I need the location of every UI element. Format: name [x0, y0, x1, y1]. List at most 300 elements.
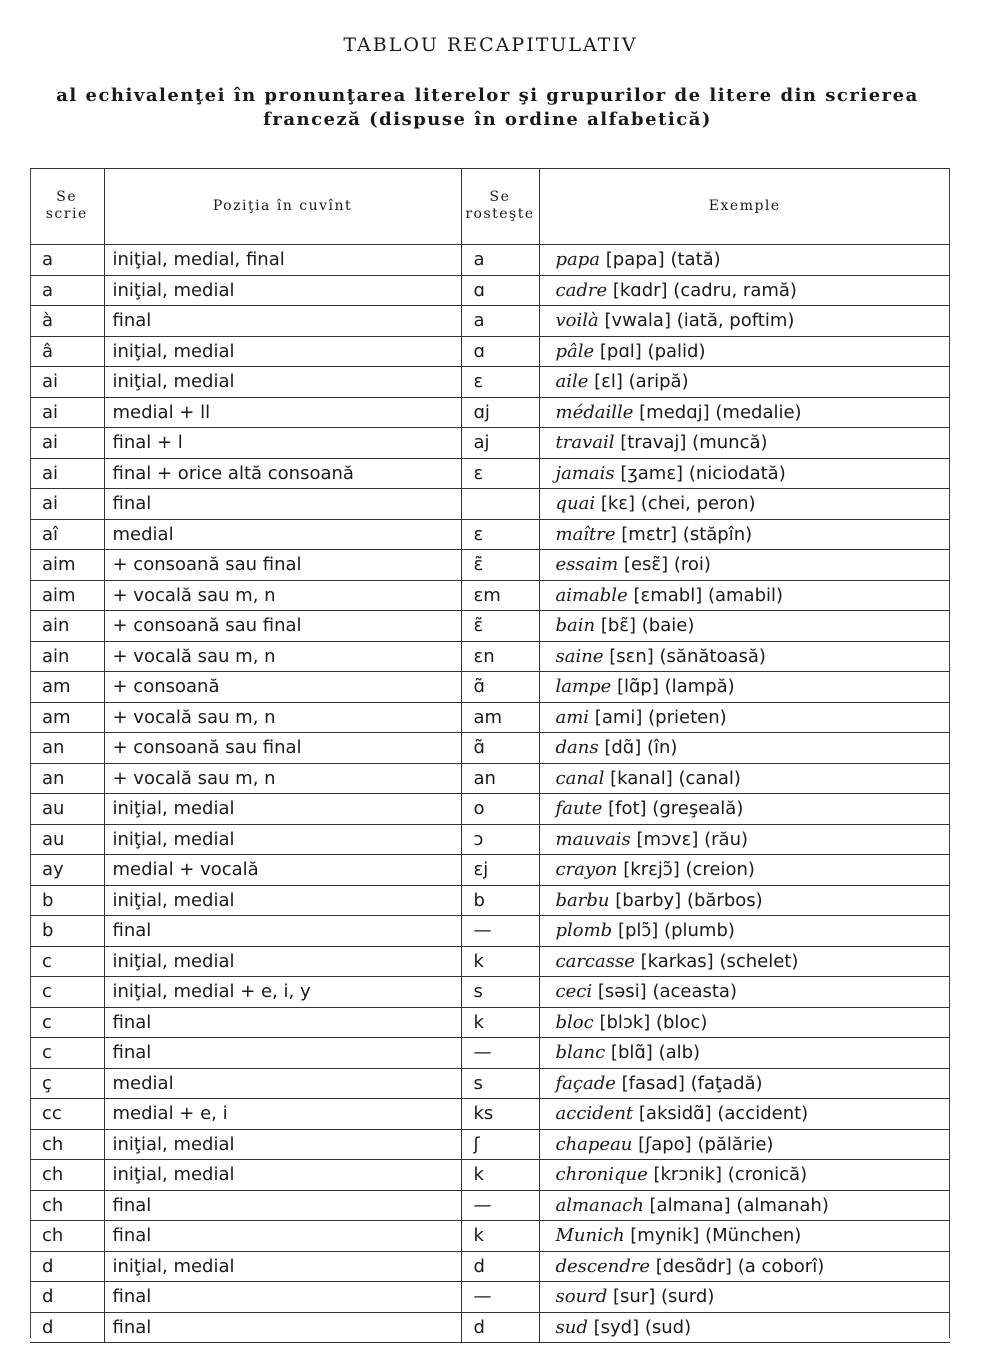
cell-example: [539, 580, 950, 611]
page-subtitle: [20, 84, 955, 132]
example-word: mauvais: [555, 828, 631, 850]
cell-written: au: [30, 794, 104, 825]
example-pronunciation: [kanal]: [610, 767, 673, 789]
example-pronunciation: [fasad]: [621, 1072, 685, 1094]
table-row: [30, 458, 950, 489]
table-row: [30, 1099, 950, 1130]
table-body: [30, 245, 950, 1343]
example-word: chronique: [555, 1164, 648, 1186]
example-word: dans: [555, 737, 599, 759]
example-meaning: (pălărie): [697, 1133, 774, 1155]
cell-position: medial + vocală: [104, 855, 461, 886]
cell-position: medial: [104, 1068, 461, 1099]
cell-position: medial: [104, 519, 461, 550]
cell-pronounced: k: [461, 1007, 539, 1038]
page-title: TABLOU RECAPITULATIV: [343, 34, 638, 56]
table-row: [30, 794, 950, 825]
cell-example: [539, 1221, 950, 1252]
subtitle-line-1: al echivalenţei în pronunţarea literelor şi grupurilor de litere din scrierea: [56, 85, 919, 106]
example-pronunciation: [ʒamɛ]: [620, 462, 684, 484]
table-row: [30, 977, 950, 1008]
example-pronunciation: [desɑ̃dr]: [655, 1255, 732, 1277]
example-word: cadre: [555, 279, 608, 301]
cell-written: â: [30, 336, 104, 367]
cell-written: ch: [30, 1190, 104, 1221]
example-word: ceci: [555, 981, 593, 1003]
table-row: [30, 428, 950, 459]
example-pronunciation: [ɛmabl]: [633, 584, 703, 606]
cell-pronounced: ks: [461, 1099, 539, 1130]
cell-position: iniţial, medial: [104, 824, 461, 855]
cell-pronounced: —: [461, 1038, 539, 1069]
cell-pronounced: s: [461, 1068, 539, 1099]
cell-position: final: [104, 1038, 461, 1069]
cell-written: aî: [30, 519, 104, 550]
example-meaning: (cadru, ramă): [673, 279, 797, 301]
table-row: [30, 611, 950, 642]
cell-pronounced: ɑ̃: [461, 733, 539, 764]
example-word: carcasse: [555, 950, 635, 972]
header-pronounced: [461, 168, 539, 245]
example-word: crayon: [555, 859, 618, 881]
cell-pronounced: s: [461, 977, 539, 1008]
example-word: pâle: [555, 340, 595, 362]
example-meaning: (medalie): [715, 401, 802, 423]
cell-written: ch: [30, 1129, 104, 1160]
cell-example: [539, 336, 950, 367]
table-row: [30, 519, 950, 550]
example-meaning: (palid): [647, 340, 706, 362]
table-row: [30, 1251, 950, 1282]
cell-written: a: [30, 245, 104, 276]
example-word: sourd: [555, 1286, 608, 1308]
example-pronunciation: [medɑj]: [639, 401, 710, 423]
cell-pronounced: ɛ̃: [461, 550, 539, 581]
cell-position: final + orice altă consoană: [104, 458, 461, 489]
cell-position: final: [104, 1007, 461, 1038]
table-row: [30, 489, 950, 520]
example-meaning: (München): [705, 1225, 802, 1247]
cell-position: iniţial, medial: [104, 336, 461, 367]
table-row: [30, 1129, 950, 1160]
cell-position: final: [104, 489, 461, 520]
example-pronunciation: [mɛtr]: [621, 523, 678, 545]
cell-position: medial + e, i: [104, 1099, 461, 1130]
cell-position: + consoană: [104, 672, 461, 703]
example-word: barbu: [555, 889, 610, 911]
cell-example: [539, 916, 950, 947]
cell-position: iniţial, medial: [104, 367, 461, 398]
cell-example: [539, 519, 950, 550]
example-pronunciation: [papa]: [605, 249, 665, 271]
example-word: accident: [555, 1103, 634, 1125]
table-row: [30, 763, 950, 794]
cell-position: final + l: [104, 428, 461, 459]
cell-position: + consoană sau final: [104, 733, 461, 764]
cell-pronounced: b: [461, 885, 539, 916]
example-meaning: (creion): [685, 859, 755, 881]
cell-example: [539, 702, 950, 733]
cell-written: ai: [30, 489, 104, 520]
cell-pronounced: ɛ: [461, 367, 539, 398]
table-row: [30, 397, 950, 428]
example-meaning: (aripă): [628, 371, 689, 393]
cell-position: iniţial, medial + e, i, y: [104, 977, 461, 1008]
cell-position: iniţial, medial: [104, 1129, 461, 1160]
example-meaning: (prieten): [648, 706, 727, 728]
example-meaning: (bloc): [655, 1011, 708, 1033]
cell-example: [539, 245, 950, 276]
cell-position: iniţial, medial: [104, 1251, 461, 1282]
example-meaning: (alb): [658, 1042, 701, 1064]
cell-written: c: [30, 977, 104, 1008]
example-meaning: (surd): [661, 1286, 715, 1308]
example-pronunciation: [krɛjɔ̃]: [623, 859, 680, 881]
example-meaning: (canal): [678, 767, 741, 789]
example-word: Munich: [555, 1225, 625, 1247]
cell-written: b: [30, 916, 104, 947]
cell-example: [539, 672, 950, 703]
table-row: [30, 1221, 950, 1252]
cell-written: am: [30, 672, 104, 703]
table-row: [30, 1312, 950, 1343]
cell-position: final: [104, 1312, 461, 1343]
cell-position: + consoană sau final: [104, 550, 461, 581]
cell-example: [539, 275, 950, 306]
example-pronunciation: [ɛl]: [594, 371, 623, 393]
cell-pronounced: o: [461, 794, 539, 825]
cell-written: au: [30, 824, 104, 855]
cell-written: ai: [30, 397, 104, 428]
example-meaning: (almanah): [736, 1194, 829, 1216]
cell-pronounced: a: [461, 306, 539, 337]
example-word: travail: [555, 432, 615, 454]
table-row: [30, 1190, 950, 1221]
cell-written: à: [30, 306, 104, 337]
example-word: canal: [555, 767, 605, 789]
table-row: [30, 916, 950, 947]
cell-written: ai: [30, 458, 104, 489]
example-word: bloc: [555, 1011, 594, 1033]
example-pronunciation: [kɛ]: [600, 493, 636, 515]
example-word: papa: [555, 249, 601, 271]
cell-written: ay: [30, 855, 104, 886]
example-word: voilà: [555, 310, 599, 332]
header-position: Poziţia în cuvînt: [104, 168, 461, 245]
table-row: [30, 1068, 950, 1099]
table-row: [30, 550, 950, 581]
cell-written: ain: [30, 641, 104, 672]
cell-pronounced: aj: [461, 428, 539, 459]
example-meaning: (greşeală): [652, 798, 744, 820]
cell-pronounced: ʃ: [461, 1129, 539, 1160]
cell-example: [539, 855, 950, 886]
cell-written: c: [30, 1007, 104, 1038]
example-meaning: (iată, poftim): [676, 310, 795, 332]
example-meaning: (în): [646, 737, 678, 759]
cell-example: [539, 489, 950, 520]
cell-written: ai: [30, 428, 104, 459]
table-row: [30, 306, 950, 337]
cell-example: [539, 885, 950, 916]
cell-example: [539, 1007, 950, 1038]
cell-written: d: [30, 1312, 104, 1343]
example-word: plomb: [555, 920, 613, 942]
cell-position: + vocală sau m, n: [104, 702, 461, 733]
cell-position: iniţial, medial: [104, 275, 461, 306]
cell-pronounced: d: [461, 1312, 539, 1343]
cell-written: an: [30, 763, 104, 794]
example-word: ami: [555, 706, 590, 728]
cell-example: [539, 977, 950, 1008]
table-row: [30, 245, 950, 276]
example-word: maître: [555, 523, 616, 545]
cell-position: + vocală sau m, n: [104, 641, 461, 672]
cell-pronounced: k: [461, 1160, 539, 1191]
table-row: [30, 672, 950, 703]
example-word: faute: [555, 798, 603, 820]
example-meaning: (faţadă): [690, 1072, 763, 1094]
cell-pronounced: ɔ: [461, 824, 539, 855]
example-word: sud: [555, 1316, 588, 1338]
example-word: lampe: [555, 676, 612, 698]
example-meaning: (baie): [641, 615, 695, 637]
example-pronunciation: [lɑ̃p]: [616, 676, 659, 698]
example-pronunciation: [fot]: [608, 798, 647, 820]
example-pronunciation: [ami]: [594, 706, 643, 728]
table-row: [30, 855, 950, 886]
example-meaning: (accident): [717, 1103, 809, 1125]
example-pronunciation: [pɑl]: [599, 340, 642, 362]
cell-example: [539, 1251, 950, 1282]
cell-example: [539, 794, 950, 825]
cell-example: [539, 428, 950, 459]
cell-pronounced: ɑ̃: [461, 672, 539, 703]
cell-pronounced: ɛ: [461, 519, 539, 550]
cell-pronounced: ɛj: [461, 855, 539, 886]
cell-example: [539, 946, 950, 977]
example-meaning: (muncă): [692, 432, 768, 454]
cell-pronounced: ɑ: [461, 336, 539, 367]
cell-written: aim: [30, 550, 104, 581]
cell-pronounced: ɛ̃: [461, 611, 539, 642]
table-row: [30, 702, 950, 733]
example-pronunciation: [syd]: [593, 1316, 640, 1338]
example-meaning: (cronică): [727, 1164, 808, 1186]
cell-example: [539, 641, 950, 672]
example-meaning: (bărbos): [686, 889, 763, 911]
example-pronunciation: [dɑ̃]: [604, 737, 642, 759]
cell-position: final: [104, 916, 461, 947]
cell-written: d: [30, 1251, 104, 1282]
cell-example: [539, 733, 950, 764]
cell-example: [539, 458, 950, 489]
cell-position: medial + ll: [104, 397, 461, 428]
example-pronunciation: [ʃapo]: [638, 1133, 692, 1155]
example-word: bain: [555, 615, 596, 637]
example-meaning: (tată): [670, 249, 721, 271]
example-meaning: (sănătoasă): [659, 645, 766, 667]
table-row: [30, 275, 950, 306]
example-pronunciation: [karkas]: [640, 950, 714, 972]
example-word: descendre: [555, 1255, 651, 1277]
header-written-line1: Se: [56, 189, 78, 205]
cell-written: d: [30, 1282, 104, 1313]
cell-written: ch: [30, 1221, 104, 1252]
example-word: saine: [555, 645, 604, 667]
example-meaning: (a coborî): [737, 1255, 825, 1277]
cell-example: [539, 1190, 950, 1221]
cell-pronounced: k: [461, 946, 539, 977]
cell-written: ç: [30, 1068, 104, 1099]
example-pronunciation: [sur]: [613, 1286, 656, 1308]
cell-example: [539, 1129, 950, 1160]
cell-written: c: [30, 1038, 104, 1069]
cell-written: cc: [30, 1099, 104, 1130]
cell-example: [539, 824, 950, 855]
table-row: [30, 1160, 950, 1191]
cell-example: [539, 1068, 950, 1099]
cell-example: [539, 1160, 950, 1191]
cell-pronounced: k: [461, 1221, 539, 1252]
cell-position: + vocală sau m, n: [104, 580, 461, 611]
example-word: blanc: [555, 1042, 606, 1064]
example-pronunciation: [barby]: [615, 889, 682, 911]
cell-pronounced: ɛm: [461, 580, 539, 611]
cell-pronounced: an: [461, 763, 539, 794]
cell-written: aim: [30, 580, 104, 611]
example-meaning: (plumb): [664, 920, 735, 942]
cell-example: [539, 611, 950, 642]
example-word: quai: [555, 493, 596, 515]
table-row: [30, 946, 950, 977]
cell-pronounced: —: [461, 1282, 539, 1313]
example-meaning: (roi): [673, 554, 711, 576]
cell-written: b: [30, 885, 104, 916]
example-meaning: (rău): [704, 828, 749, 850]
table-row: [30, 367, 950, 398]
cell-example: [539, 397, 950, 428]
header-pronounced-line2: rosteşte: [465, 206, 535, 222]
header-written-line2: scrie: [45, 206, 88, 222]
cell-position: iniţial, medial: [104, 885, 461, 916]
example-pronunciation: [krɔnik]: [653, 1164, 723, 1186]
cell-example: [539, 1282, 950, 1313]
example-word: chapeau: [555, 1133, 633, 1155]
example-word: médaille: [555, 401, 634, 423]
example-pronunciation: [travaj]: [620, 432, 687, 454]
cell-position: + consoană sau final: [104, 611, 461, 642]
cell-example: [539, 367, 950, 398]
cell-pronounced: ɑj: [461, 397, 539, 428]
example-meaning: (schelet): [719, 950, 799, 972]
example-pronunciation: [aksidɑ̃]: [638, 1103, 712, 1125]
header-examples: Exemple: [539, 168, 950, 245]
example-pronunciation: [bɛ̃]: [600, 615, 637, 637]
table-row: [30, 824, 950, 855]
example-pronunciation: [vwala]: [604, 310, 671, 332]
cell-pronounced: —: [461, 916, 539, 947]
table-row: [30, 1038, 950, 1069]
table-row: [30, 641, 950, 672]
example-pronunciation: [almana]: [649, 1194, 731, 1216]
cell-position: final: [104, 1190, 461, 1221]
example-meaning: (amabil): [707, 584, 784, 606]
cell-position: final: [104, 1282, 461, 1313]
cell-example: [539, 550, 950, 581]
cell-example: [539, 306, 950, 337]
example-word: almanach: [555, 1194, 644, 1216]
cell-pronounced: a: [461, 245, 539, 276]
table-row: [30, 733, 950, 764]
cell-position: iniţial, medial, final: [104, 245, 461, 276]
cell-position: + vocală sau m, n: [104, 763, 461, 794]
example-pronunciation: [mynik]: [630, 1225, 700, 1247]
example-word: essaim: [555, 554, 619, 576]
example-meaning: (aceasta): [652, 981, 737, 1003]
pronunciation-table: [30, 168, 950, 1343]
cell-example: [539, 1038, 950, 1069]
table-header-row: [30, 168, 950, 245]
example-meaning: (chei, peron): [640, 493, 756, 515]
example-pronunciation: [esɛ̃]: [623, 554, 669, 576]
table-row: [30, 1282, 950, 1313]
example-meaning: (lampă): [664, 676, 735, 698]
cell-pronounced: ɑ: [461, 275, 539, 306]
cell-position: iniţial, medial: [104, 946, 461, 977]
cell-pronounced: [461, 489, 539, 520]
cell-pronounced: am: [461, 702, 539, 733]
example-pronunciation: [blɑ̃]: [610, 1042, 653, 1064]
example-meaning: (sud): [644, 1316, 692, 1338]
cell-written: a: [30, 275, 104, 306]
cell-position: final: [104, 306, 461, 337]
example-pronunciation: [plɔ̃]: [617, 920, 659, 942]
cell-written: ch: [30, 1160, 104, 1191]
cell-written: c: [30, 946, 104, 977]
example-word: aimable: [555, 584, 628, 606]
example-pronunciation: [blɔk]: [599, 1011, 651, 1033]
example-word: façade: [555, 1072, 616, 1094]
example-word: jamais: [555, 462, 615, 484]
cell-pronounced: —: [461, 1190, 539, 1221]
cell-position: iniţial, medial: [104, 1160, 461, 1191]
cell-written: ai: [30, 367, 104, 398]
cell-example: [539, 1099, 950, 1130]
cell-written: am: [30, 702, 104, 733]
cell-pronounced: ɛn: [461, 641, 539, 672]
example-word: aile: [555, 371, 589, 393]
example-pronunciation: [mɔvɛ]: [636, 828, 699, 850]
cell-written: an: [30, 733, 104, 764]
table-row: [30, 336, 950, 367]
header-pronounced-line1: Se: [489, 189, 511, 205]
cell-pronounced: d: [461, 1251, 539, 1282]
table-row: [30, 885, 950, 916]
example-pronunciation: [kɑdr]: [612, 279, 668, 301]
example-meaning: (niciodată): [688, 462, 786, 484]
table-row: [30, 1007, 950, 1038]
cell-position: iniţial, medial: [104, 794, 461, 825]
header-written: [30, 168, 104, 245]
cell-example: [539, 1312, 950, 1343]
cell-written: ain: [30, 611, 104, 642]
cell-pronounced: ɛ: [461, 458, 539, 489]
example-pronunciation: [səsi]: [597, 981, 647, 1003]
table-row: [30, 580, 950, 611]
cell-example: [539, 763, 950, 794]
example-pronunciation: [sɛn]: [609, 645, 654, 667]
